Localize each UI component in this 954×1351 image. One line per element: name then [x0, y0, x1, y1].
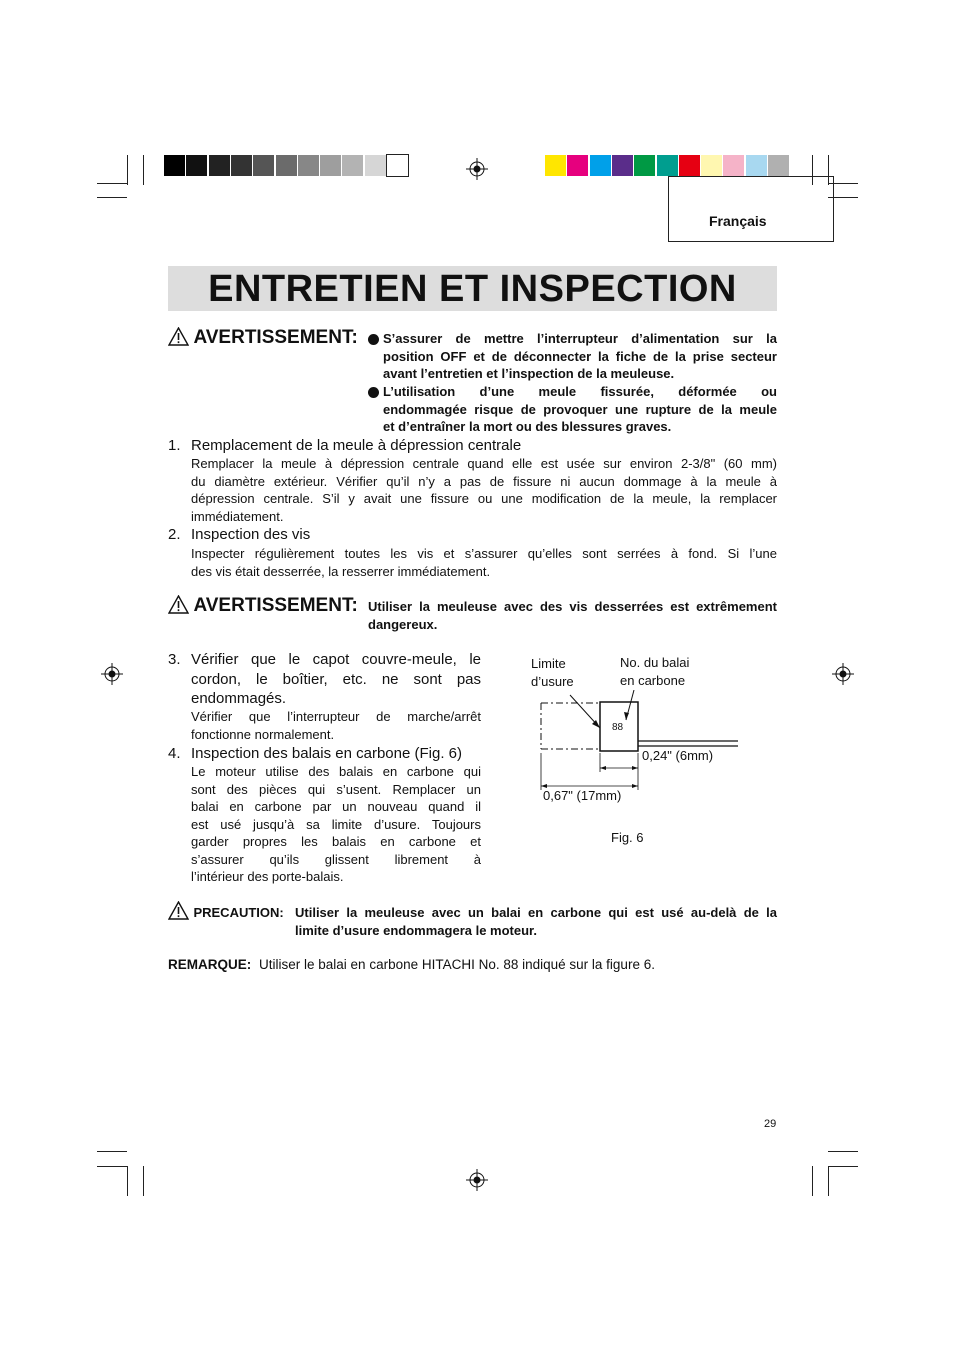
item-4-heading: Inspection des balais en carbone (Fig. 6) [191, 745, 462, 762]
gray-swatch [276, 155, 297, 176]
gray-swatch [164, 155, 185, 176]
figure-label-brush-number: No. du balai en carbone [620, 655, 690, 688]
color-swatch [567, 155, 588, 176]
figure-label-wear-limit: Limite d’usure [531, 656, 574, 689]
item-1-number: 1. [168, 437, 181, 454]
item-3-heading: Vérifier que le capot couvre-meule, le cordon, le boîtier, etc. ne sont pas endommagés. [191, 651, 481, 707]
language-label: Français [709, 213, 767, 229]
item-2-body: Inspecter régulièrement toutes les vis et s’assurer qu’elles sont serrées à fond. Si l’une des vis était desserrée, la resserrer immédiatement. [191, 546, 777, 579]
warning-triangle-icon [168, 901, 189, 920]
registration-mark-right [832, 663, 854, 685]
warning-label: AVERTISSEMENT: [193, 595, 358, 616]
warning-heading-2 [168, 595, 358, 617]
remark-text: Utiliser le balai en carbone HITACHI No. 88 indiqué sur la figure 6. [259, 957, 655, 972]
gray-swatch [253, 155, 274, 176]
remark [168, 957, 655, 972]
page-number: 29 [764, 1118, 777, 1130]
color-swatch [657, 155, 678, 176]
bullet-icon [368, 387, 379, 398]
registration-mark-left [101, 663, 123, 685]
gray-swatch [298, 155, 319, 176]
gray-swatch [365, 155, 386, 176]
precaution-text: Utiliser la meuleuse avec un balai en carbone qui est usé au-delà de la limite d’usure endommagera le moteur. [295, 905, 777, 938]
color-swatch [723, 155, 744, 176]
dimension-small: 0,24" (6mm) [642, 748, 714, 763]
item-1-body: Remplacer la meule à dépression centrale quand elle est usée sur environ 2-3/8" (60 mm) du diamètre extérieur. Vérifier qu’il n’y a pas de fissure ni aucun dommage à la meule à dépression centrale. S’il y avait une fissure ou une modification de la meule, la remplacer immédiatement. [191, 456, 777, 524]
item-3-number: 3. [168, 651, 181, 668]
gray-swatch [320, 155, 341, 176]
brush-number-label: 88 [612, 722, 624, 733]
color-swatch [590, 155, 611, 176]
warning-triangle-icon [168, 595, 189, 614]
bullet-icon [368, 334, 379, 345]
registration-mark-top [466, 158, 488, 180]
language-tab [668, 176, 834, 242]
item-4-number: 4. [168, 745, 181, 762]
color-swatch [768, 155, 789, 176]
precaution-label: PRECAUTION: [193, 905, 284, 920]
warning-1-bullet-2: L’utilisation d’une meule fissurée, déformée ou endommagée risque de provoquer une rupture de la meule et d’entraîner la mort ou des blessures graves. [383, 384, 777, 434]
gray-swatch [209, 155, 230, 176]
item-2-heading: Inspection des vis [191, 526, 311, 543]
color-swatch [679, 155, 700, 176]
gray-swatch [342, 155, 363, 176]
item-2-number: 2. [168, 526, 181, 543]
item-3-body: Vérifier que l’interrupteur de marche/arrêt fonctionne normalement. [191, 709, 481, 742]
page-title: ENTRETIEN ET INSPECTION [208, 268, 737, 310]
color-swatch [612, 155, 633, 176]
item-1-heading: Remplacement de la meule à dépression centrale [191, 437, 522, 454]
figure-caption: Fig. 6 [611, 830, 644, 845]
color-swatch [701, 155, 722, 176]
page-title-band [168, 266, 777, 311]
warning-2-text: Utiliser la meuleuse avec des vis desserrées est extrêmement dangereux. [368, 599, 777, 632]
item-4-body: Le moteur utilise des balais en carbone qui sont des pièces qui s’usent. Remplacer un balai en carbone par un nouveau quand il est usé jusqu’à sa limite d’usure. Toujours garder propres les balais en carbone et s’assurer qu’ils glissent librement à l’intérieur des porte-balais. [191, 764, 481, 884]
precaution-heading [168, 901, 284, 922]
warning-label: AVERTISSEMENT: [193, 327, 358, 348]
warning-1-bullet-1: S’assurer de mettre l’interrupteur d’alimentation sur la position OFF et de déconnecter la fiche de la prise secteur avant l’entretien et l’inspection de la meuleuse. [383, 331, 777, 381]
registration-mark-bottom [466, 1169, 488, 1191]
color-swatch [545, 155, 566, 176]
warning-heading-1 [168, 327, 358, 349]
dimension-large: 0,67" (17mm) [543, 788, 622, 803]
remark-label: REMARQUE: [168, 957, 252, 972]
gray-swatch [231, 155, 252, 176]
gray-swatch [387, 155, 408, 176]
warning-triangle-icon [168, 327, 189, 346]
gray-swatch [186, 155, 207, 176]
color-swatch [634, 155, 655, 176]
color-swatch [746, 155, 767, 176]
